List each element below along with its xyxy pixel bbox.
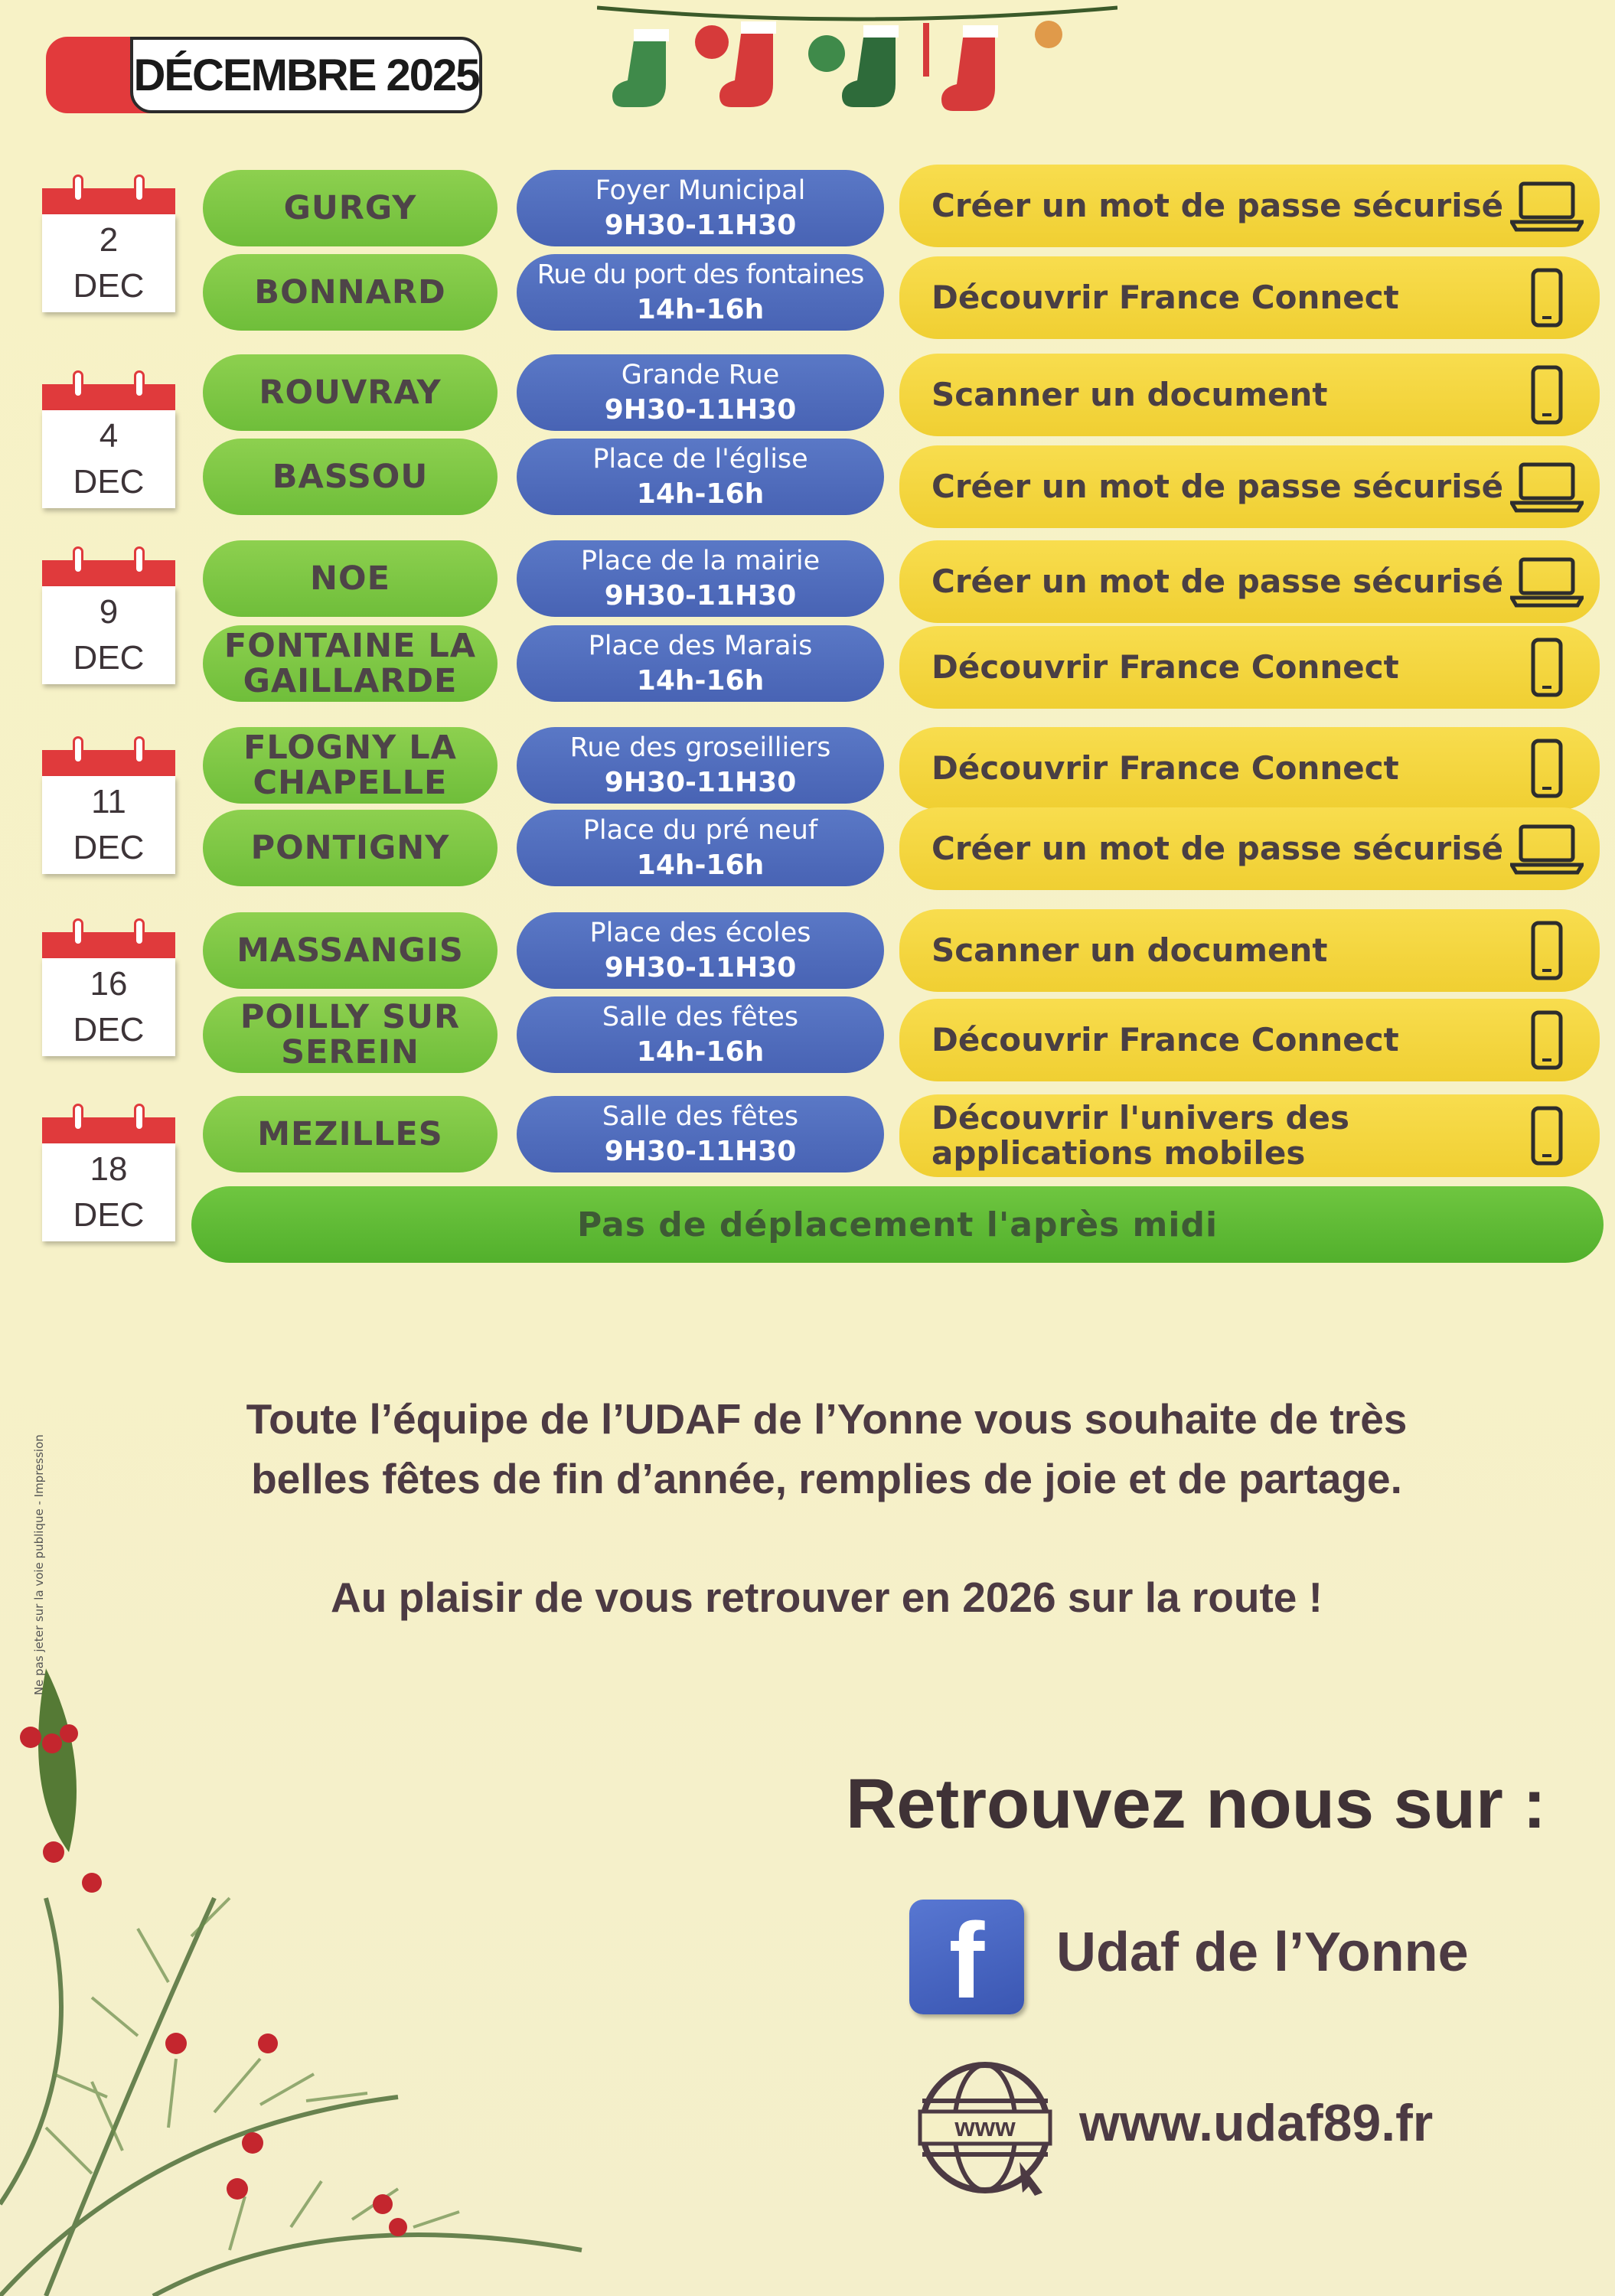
place-pill: Place du pré neuf 14h-16h xyxy=(517,810,884,886)
topic-pill: Scanner un document xyxy=(899,354,1600,436)
town-pill: ROUVRAY xyxy=(203,354,498,431)
see-you-text: Au plaisir de vous retrouver en 2026 sur la route ! xyxy=(331,1574,1323,1621)
place-pill: Rue du port des fontaines 14h-16h xyxy=(517,254,884,331)
place-pill: Foyer Municipal 9H30-11H30 xyxy=(517,170,884,246)
facebook-page-link[interactable]: Udaf de l’Yonne xyxy=(1056,1922,1469,1983)
calendar-date-11-dec xyxy=(42,736,175,874)
phone-icon xyxy=(1505,364,1589,426)
calendar-date-18-dec xyxy=(42,1104,175,1241)
phone-icon xyxy=(1505,1105,1589,1166)
holiday-wishes xyxy=(92,1389,1561,1508)
place-pill: Rue des groseilliers 9H30-11H30 xyxy=(517,727,884,804)
town-pill: BASSOU xyxy=(203,439,498,515)
laptop-icon xyxy=(1505,818,1589,879)
calendar-month: DEC xyxy=(73,267,145,305)
globe-icon xyxy=(912,2055,1058,2200)
calendar-month: DEC xyxy=(73,829,145,866)
legal-notice: Ne pas jeter sur la voie publique - Impression xyxy=(32,1434,46,1695)
place-pill: Salle des fêtes 14h-16h xyxy=(517,996,884,1073)
topic-pill: Découvrir France Connect xyxy=(899,256,1600,339)
phone-icon xyxy=(1505,267,1589,328)
topic-pill: Créer un mot de passe sécurisé xyxy=(899,807,1600,890)
calendar-day: 9 xyxy=(99,593,119,631)
calendar-date-9-dec xyxy=(42,546,175,684)
topic-pill: Scanner un document xyxy=(899,909,1600,992)
topic-pill: Découvrir France Connect xyxy=(899,626,1600,709)
laptop-icon xyxy=(1505,175,1589,236)
town-pill: MASSANGIS xyxy=(203,912,498,989)
find-us-title: Retrouvez nous sur : xyxy=(845,1765,1546,1843)
phone-icon xyxy=(1505,637,1589,698)
town-pill: POILLY SUR SEREIN xyxy=(203,996,498,1073)
place-pill: Place des Marais 14h-16h xyxy=(517,625,884,702)
phone-icon xyxy=(1505,1009,1589,1071)
topic-pill: Découvrir France Connect xyxy=(899,727,1600,810)
town-pill: PONTIGNY xyxy=(203,810,498,886)
town-pill: NOE xyxy=(203,540,498,617)
topic-pill: Découvrir l'univers des applications mobiles xyxy=(899,1094,1600,1177)
calendar-month: DEC xyxy=(73,1011,145,1049)
calendar-month: DEC xyxy=(73,463,145,501)
town-pill: MEZILLES xyxy=(203,1096,498,1172)
pine-branch-icon xyxy=(0,1668,765,2296)
calendar-month: DEC xyxy=(73,639,145,677)
place-pill: Place des écoles 9H30-11H30 xyxy=(517,912,884,989)
laptop-icon xyxy=(1505,551,1589,612)
website-link[interactable]: www.udaf89.fr xyxy=(1079,2094,1434,2152)
calendar-date-4-dec xyxy=(42,370,175,508)
town-pill: FLOGNY LA CHAPELLE xyxy=(203,727,498,804)
phone-icon xyxy=(1505,920,1589,981)
month-title: DÉCEMBRE 2025 xyxy=(130,37,482,113)
topic-pill: Créer un mot de passe sécurisé xyxy=(899,165,1600,247)
topic-pill: Découvrir France Connect xyxy=(899,999,1600,1081)
calendar-day: 4 xyxy=(99,417,119,455)
calendar-day: 2 xyxy=(99,221,119,259)
calendar-day: 16 xyxy=(90,965,128,1003)
calendar-day: 11 xyxy=(91,783,126,820)
calendar-date-2-dec xyxy=(42,174,175,312)
town-pill: FONTAINE LA GAILLARDE xyxy=(203,625,498,702)
wishes-line-1: Toute l’équipe de l’UDAF de l’Yonne vous souhaite de très xyxy=(246,1395,1408,1443)
topic-pill: Créer un mot de passe sécurisé xyxy=(899,445,1600,528)
town-pill: GURGY xyxy=(203,170,498,246)
place-pill: Place de la mairie 9H30-11H30 xyxy=(517,540,884,617)
calendar-date-16-dec xyxy=(42,918,175,1056)
place-pill: Place de l'église 14h-16h xyxy=(517,439,884,515)
calendar-month: DEC xyxy=(73,1196,145,1234)
phone-icon xyxy=(1505,738,1589,799)
facebook-icon[interactable]: f xyxy=(909,1900,1024,2014)
topic-pill: Créer un mot de passe sécurisé xyxy=(899,540,1600,623)
place-pill: Salle des fêtes 9H30-11H30 xyxy=(517,1096,884,1172)
calendar-day: 18 xyxy=(90,1150,128,1188)
afternoon-banner: Pas de déplacement l'après midi xyxy=(191,1186,1604,1263)
laptop-icon xyxy=(1505,456,1589,517)
wishes-line-2: belles fêtes de fin d’année, remplies de joie et de partage. xyxy=(251,1455,1402,1502)
town-pill: BONNARD xyxy=(203,254,498,331)
www-badge-text: www xyxy=(954,2113,1016,2142)
place-pill: Grande Rue 9H30-11H30 xyxy=(517,354,884,431)
